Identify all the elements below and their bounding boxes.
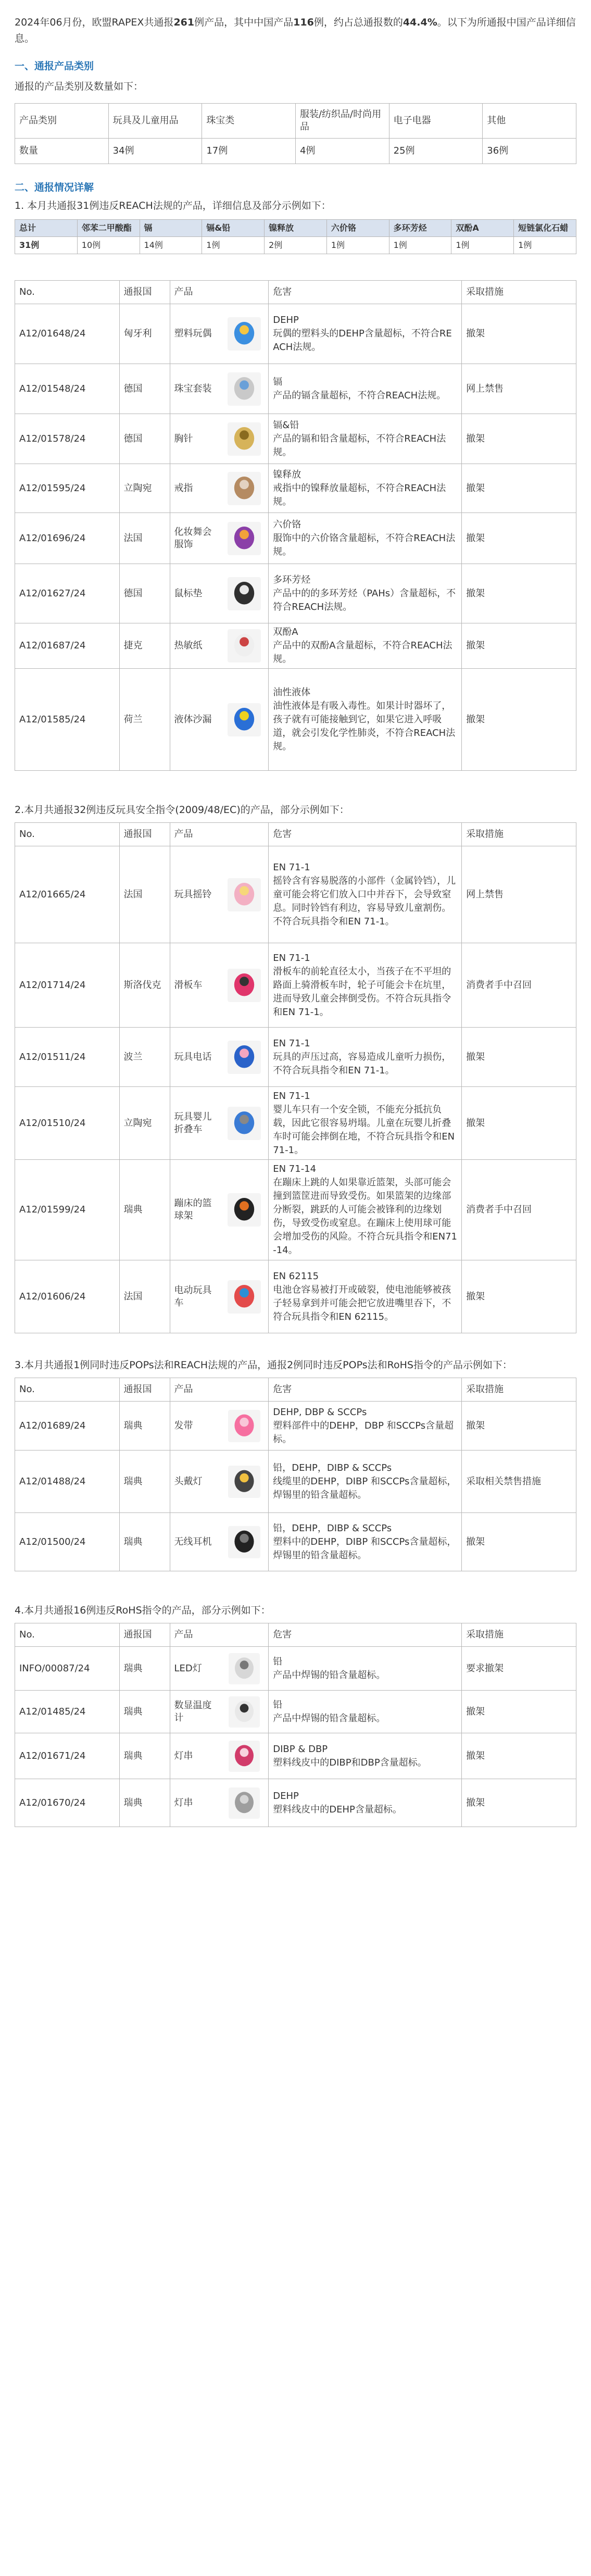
reach-items-table (15, 280, 576, 771)
item-hazard: EN 71-1 摇铃含有容易脱落的小部件（金属铃铛），儿童可能会将它们放入口中并吞下，会导致窒息。同时铃铛有利边，容易导致儿童割伤。不符合玩具指令和EN 71-1。 (269, 846, 462, 943)
item-number: A12/01714/24 (15, 943, 120, 1028)
item-hazard: EN 71-1 滑板车的前轮直径太小，当孩子在不平坦的路面上骑滑板车时，轮子可能会卡在坑里，进而导致儿童会摔倒受伤。不符合玩具指令和EN 71-1。 (269, 943, 462, 1028)
category-count-cell: 36例 (483, 139, 576, 164)
light-string-2-image (229, 1787, 260, 1819)
table-row (15, 669, 576, 771)
table-row (15, 464, 576, 513)
item-image-cell (220, 846, 269, 943)
item-image-cell (220, 1513, 269, 1571)
item-number: A12/01510/24 (15, 1087, 120, 1160)
item-measure: 网上禁售 (462, 364, 576, 414)
item-measure: 撤架 (462, 414, 576, 464)
item-hazard: 镍释放 戒指中的镍释放量超标，不符合REACH法规。 (269, 464, 462, 513)
category-header-cell: 其他 (483, 104, 576, 139)
item-number: A12/01500/24 (15, 1513, 120, 1571)
table-row (15, 623, 576, 669)
thermometer-image (229, 1696, 260, 1728)
list-header-cell: 采取措施 (462, 1378, 576, 1402)
item-country: 法国 (119, 846, 170, 943)
rohs-caption: 4.本月共通报16例违反RoHS指令的产品，部分示例如下： (15, 1605, 271, 1616)
item-image-cell (220, 1450, 269, 1513)
table-row (15, 513, 576, 564)
reach-summary-header-cell: 镉&铅 (202, 220, 265, 237)
item-number: A12/01485/24 (15, 1691, 120, 1733)
item-measure: 撤架 (462, 1513, 576, 1571)
rattle-image (228, 878, 261, 911)
table-row (15, 846, 576, 943)
item-measure: 撤架 (462, 564, 576, 623)
item-image-cell (220, 464, 269, 513)
item-hazard: 铅，DEHP，DIBP & SCCPs 线缆里的DEHP，DIBP 和SCCPs含量超标，焊锡里的铅含量超标。 (269, 1450, 462, 1513)
item-product: 灯串 (170, 1779, 220, 1827)
category-header-cell: 服装/纺织品/时尚用品 (295, 104, 389, 139)
item-hazard: EN 71-14 在蹦床上跳的人如果靠近篮架，头部可能会撞到篮筐进而导致受伤。如果篮架的边缘部分断裂，跳跃的人可能会被锋利的边缘划伤，导致受伤或窒息。在蹦床上使用球可能会增加受伤的风险。不符合玩具指令和EN71-14。 (269, 1160, 462, 1260)
table-row (15, 1450, 576, 1513)
costume-image (228, 522, 261, 555)
reach-summary-header-cell: 总计 (15, 220, 78, 237)
item-product: 数显温度计 (170, 1691, 220, 1733)
item-number: A12/01488/24 (15, 1450, 120, 1513)
item-product: 鼠标垫 (170, 564, 220, 623)
brooch-image (228, 422, 261, 456)
reach-summary-row (15, 237, 576, 254)
table-row (15, 564, 576, 623)
basketball-hoop-image (228, 1193, 261, 1227)
intro-paragraph (15, 15, 576, 47)
item-product: 化妆舞会服饰 (170, 513, 220, 564)
item-hazard: 油性液体 油性液体是有吸入毒性。如果计时器坏了，孩子就有可能接触到它，如果它进入呼吸道，就会引发化学性肺炎，不符合REACH法规。 (269, 669, 462, 771)
item-image-cell (220, 304, 269, 364)
toy-items-table (15, 822, 576, 1333)
item-product: 珠宝套装 (170, 364, 220, 414)
item-country: 德国 (119, 364, 170, 414)
item-country: 德国 (119, 564, 170, 623)
item-measure: 消费者手中召回 (462, 943, 576, 1028)
item-country: 瑞典 (119, 1647, 170, 1691)
table-row (15, 304, 576, 364)
list-header-cell: 通报国 (119, 1623, 170, 1647)
item-measure: 网上禁售 (462, 846, 576, 943)
category-count-cell: 数量 (15, 139, 109, 164)
reach-summary-cell: 10例 (77, 237, 140, 254)
item-number: A12/01696/24 (15, 513, 120, 564)
list-header-cell: 产品 (170, 1378, 269, 1402)
list-header-cell: 通报国 (119, 823, 170, 846)
item-product: 玩具摇铃 (170, 846, 220, 943)
item-country: 瑞典 (119, 1513, 170, 1571)
ring-image (228, 472, 261, 505)
item-hazard: DEHP 塑料线皮中的DEHP含量超标。 (269, 1779, 462, 1827)
item-product: 蹦床的篮球架 (170, 1160, 220, 1260)
intro-text-4: 。以下为所通报中国产品详细信息。 (15, 17, 576, 44)
intro-text-2: 例产品，其中中国产品 (194, 17, 294, 28)
headband-image (228, 1410, 260, 1442)
item-product: 液体沙漏 (170, 669, 220, 771)
item-product: 电动玩具车 (170, 1260, 220, 1333)
list-header-cell: 危害 (269, 281, 462, 304)
list-header-cell: 采取措施 (462, 1623, 576, 1647)
list-header-cell: No. (15, 1623, 120, 1647)
intro-text-1: 2024年06月份，欧盟RAPEX共通报 (15, 17, 174, 28)
item-image-cell (220, 513, 269, 564)
reach-summary-header (15, 220, 576, 237)
item-number: A12/01585/24 (15, 669, 120, 771)
list-header-cell: 危害 (269, 1623, 462, 1647)
item-product: 热敏纸 (170, 623, 220, 669)
item-product: 发带 (170, 1402, 220, 1450)
item-image-cell (220, 1260, 269, 1333)
item-product: 滑板车 (170, 943, 220, 1028)
reach-summary-header-cell: 双酚A (451, 220, 514, 237)
item-product: 戒指 (170, 464, 220, 513)
list-header-row (15, 1623, 576, 1647)
reach-summary-cell: 1例 (389, 237, 451, 254)
headlamp-image (228, 1466, 260, 1498)
item-measure: 撤架 (462, 1260, 576, 1333)
item-hazard: DEHP, DBP & SCCPs 塑料部件中的DEHP，DBP 和SCCPs含量超标。 (269, 1402, 462, 1450)
item-country: 荷兰 (119, 669, 170, 771)
item-hazard: 双酚A 产品中的双酚A含量超标，不符合REACH法规。 (269, 623, 462, 669)
item-hazard: 铅 产品中焊锡的铅含量超标。 (269, 1691, 462, 1733)
item-hazard: 多环芳烃 产品中的的多环芳烃（PAHs）含量超标，不符合REACH法规。 (269, 564, 462, 623)
reach-caption: 1. 本月共通报31例违反REACH法规的产品，详细信息及部分示例如下： (15, 200, 331, 211)
pops-caption: 3.本月共通报1例同时违反POPs法和REACH法规的产品，通报2例同时违反POPs法和RoHS指令的产品示例如下： (15, 1359, 512, 1371)
item-image-cell (220, 564, 269, 623)
table-row (15, 1160, 576, 1260)
table-row (15, 1260, 576, 1333)
item-image-cell (220, 1647, 269, 1691)
item-country: 瑞典 (119, 1779, 170, 1827)
list-header-row (15, 281, 576, 304)
reach-summary-cell: 1例 (514, 237, 576, 254)
intro-text-3: 例，约占总通报数的 (313, 17, 403, 28)
item-image-cell (220, 943, 269, 1028)
led-lamp-image (229, 1653, 260, 1684)
item-hazard: EN 71-1 玩具的声压过高，容易造成儿童听力损伤，不符合玩具指令和EN 71-1。 (269, 1028, 462, 1087)
category-header-cell: 珠宝类 (202, 104, 296, 139)
table-row (15, 1513, 576, 1571)
table-row (15, 943, 576, 1028)
item-country: 斯洛伐克 (119, 943, 170, 1028)
item-measure: 消费者手中召回 (462, 1160, 576, 1260)
list-header-cell: No. (15, 823, 120, 846)
item-product: 头戴灯 (170, 1450, 220, 1513)
item-hazard: EN 71-1 婴儿车只有一个安全锁，不能充分抵抗负载，因此它很容易坍塌。儿童在玩婴儿折叠车时可能会摔倒在地，不符合玩具指令和EN71-1。 (269, 1087, 462, 1160)
intro-total: 261 (173, 17, 195, 28)
item-number: A12/01548/24 (15, 364, 120, 414)
table-row (15, 1028, 576, 1087)
mousepad-image (228, 577, 261, 610)
table-row (15, 1733, 576, 1779)
jewelry-set-image (228, 372, 261, 406)
intro-china-count: 116 (293, 17, 314, 28)
list-header-cell: 采取措施 (462, 281, 576, 304)
reach-summary-header-cell: 短链氯化石蜡 (514, 220, 576, 237)
item-hazard: 铅，DEHP，DIBP & SCCPs 塑料中的DEHP，DIBP 和SCCPs含量超标，焊锡里的铅含量超标。 (269, 1513, 462, 1571)
item-hazard: DEHP 玩偶的塑料头的DEHP含量超标，不符合REACH法规。 (269, 304, 462, 364)
stroller-image (228, 1107, 261, 1140)
intro-percentage: 44.4% (403, 17, 437, 28)
category-header-cell: 玩具及儿童用品 (108, 104, 202, 139)
list-header-cell: 产品 (170, 1623, 269, 1647)
rohs-items-table (15, 1623, 576, 1827)
item-measure: 撤架 (462, 1691, 576, 1733)
item-country: 瑞典 (119, 1450, 170, 1513)
headphones-image (228, 1526, 260, 1558)
item-number: A12/01687/24 (15, 623, 120, 669)
item-number: A12/01670/24 (15, 1779, 120, 1827)
list-header-cell: 产品 (170, 281, 269, 304)
item-country: 波兰 (119, 1028, 170, 1087)
scooter-image (228, 969, 261, 1002)
category-count-cell: 34例 (108, 139, 202, 164)
item-image-cell (220, 1402, 269, 1450)
item-hazard: 六价铬 服饰中的六价铬含量超标，不符合REACH法规。 (269, 513, 462, 564)
list-header-cell: 危害 (269, 1378, 462, 1402)
list-header-cell: 通报国 (119, 281, 170, 304)
list-header-row (15, 1378, 576, 1402)
item-product: 玩具婴儿折叠车 (170, 1087, 220, 1160)
item-image-cell (220, 1087, 269, 1160)
item-image-cell (220, 623, 269, 669)
item-hazard: 镉 产品的镉含量超标，不符合REACH法规。 (269, 364, 462, 414)
toy-phone-image (228, 1041, 261, 1074)
table-row (15, 1779, 576, 1827)
item-image-cell (220, 1160, 269, 1260)
item-product: 塑料玩偶 (170, 304, 220, 364)
liquid-timer-image (228, 703, 261, 736)
item-number: A12/01595/24 (15, 464, 120, 513)
table-row (15, 1691, 576, 1733)
category-table (15, 103, 576, 164)
item-number: A12/01648/24 (15, 304, 120, 364)
table-row (15, 1087, 576, 1160)
item-product: 胸针 (170, 414, 220, 464)
item-country: 德国 (119, 414, 170, 464)
item-country: 瑞典 (119, 1691, 170, 1733)
item-image-cell (220, 1733, 269, 1779)
item-number: A12/01665/24 (15, 846, 120, 943)
category-header-cell: 产品类别 (15, 104, 109, 139)
reach-summary-cell: 1例 (451, 237, 514, 254)
item-number: A12/01599/24 (15, 1160, 120, 1260)
item-country: 法国 (119, 513, 170, 564)
item-measure: 撤架 (462, 304, 576, 364)
list-header-cell: 采取措施 (462, 823, 576, 846)
category-header-row (15, 104, 576, 139)
item-measure: 撤架 (462, 513, 576, 564)
item-hazard: 铅 产品中焊锡的铅含量超标。 (269, 1647, 462, 1691)
pops-items-table (15, 1378, 576, 1571)
item-number: A12/01671/24 (15, 1733, 120, 1779)
category-header-cell: 电子电器 (389, 104, 483, 139)
item-hazard: DIBP & DBP 塑料线皮中的DIBP和DBP含量超标。 (269, 1733, 462, 1779)
table-row (15, 1402, 576, 1450)
item-image-cell (220, 414, 269, 464)
item-hazard: EN 62115 电池仓容易被打开或破裂，使电池能够被孩子轻易拿到并可能会把它放进嘴里吞下，不符合玩具指令和EN 62115。 (269, 1260, 462, 1333)
item-country: 瑞典 (119, 1733, 170, 1779)
reach-summary-table (15, 219, 576, 254)
item-measure: 要求撤架 (462, 1647, 576, 1691)
item-product: LED灯 (170, 1647, 220, 1691)
thermal-paper-image (228, 629, 261, 662)
item-product: 无线耳机 (170, 1513, 220, 1571)
reach-summary-header-cell: 镉 (140, 220, 202, 237)
reach-summary-cell: 1例 (202, 237, 265, 254)
list-header-row (15, 823, 576, 846)
list-header-cell: 产品 (170, 823, 269, 846)
item-product: 灯串 (170, 1733, 220, 1779)
doll-image (228, 317, 261, 351)
reach-summary-cell: 31例 (15, 237, 78, 254)
reach-summary-cell: 2例 (265, 237, 327, 254)
item-country: 瑞典 (119, 1160, 170, 1260)
reach-summary-header-cell: 镍释放 (265, 220, 327, 237)
item-measure: 撤架 (462, 464, 576, 513)
reach-summary-header-cell: 多环芳烃 (389, 220, 451, 237)
item-number: A12/01606/24 (15, 1260, 120, 1333)
reach-summary-header-cell: 六价铬 (326, 220, 389, 237)
section-2-title: 二、通报情况详解 (15, 182, 94, 193)
table-row (15, 414, 576, 464)
list-header-cell: 危害 (269, 823, 462, 846)
item-measure: 撤架 (462, 1087, 576, 1160)
item-measure: 撤架 (462, 623, 576, 669)
item-image-cell (220, 1691, 269, 1733)
table-row (15, 364, 576, 414)
item-number: A12/01627/24 (15, 564, 120, 623)
reach-summary-header-cell: 邻苯二甲酸酯 (77, 220, 140, 237)
reach-summary-cell: 1例 (326, 237, 389, 254)
table-row (15, 1647, 576, 1691)
list-header-cell: No. (15, 1378, 120, 1402)
item-country: 匈牙利 (119, 304, 170, 364)
item-number: A12/01578/24 (15, 414, 120, 464)
item-product: 玩具电话 (170, 1028, 220, 1087)
category-count-cell: 25例 (389, 139, 483, 164)
item-image-cell (220, 364, 269, 414)
section-1-title: 一、通报产品类别 (15, 60, 94, 72)
item-measure: 撤架 (462, 1779, 576, 1827)
item-number: INFO/00087/24 (15, 1647, 120, 1691)
item-measure: 采取相关禁售措施 (462, 1450, 576, 1513)
item-hazard: 镉&铅 产品的镉和铅含量超标，不符合REACH法规。 (269, 414, 462, 464)
category-count-cell: 17例 (202, 139, 296, 164)
category-count-row (15, 139, 576, 164)
toy-caption: 2.本月共通报32例违反玩具安全指令(2009/48/EC)的产品，部分示例如下： (15, 804, 349, 816)
toy-car-image (228, 1280, 261, 1314)
item-image-cell (220, 1028, 269, 1087)
list-header-cell: 通报国 (119, 1378, 170, 1402)
item-country: 瑞典 (119, 1402, 170, 1450)
light-string-image (229, 1741, 260, 1772)
item-image-cell (220, 1779, 269, 1827)
item-measure: 撤架 (462, 1402, 576, 1450)
item-number: A12/01689/24 (15, 1402, 120, 1450)
list-header-cell: No. (15, 281, 120, 304)
item-image-cell (220, 669, 269, 771)
item-country: 捷克 (119, 623, 170, 669)
item-country: 法国 (119, 1260, 170, 1333)
item-measure: 撤架 (462, 1028, 576, 1087)
item-measure: 撤架 (462, 669, 576, 771)
item-measure: 撤架 (462, 1733, 576, 1779)
section-1-desc: 通报的产品类别及数量如下： (15, 81, 144, 92)
item-country: 立陶宛 (119, 1087, 170, 1160)
category-count-cell: 4例 (295, 139, 389, 164)
reach-summary-cell: 14例 (140, 237, 202, 254)
item-country: 立陶宛 (119, 464, 170, 513)
item-number: A12/01511/24 (15, 1028, 120, 1087)
